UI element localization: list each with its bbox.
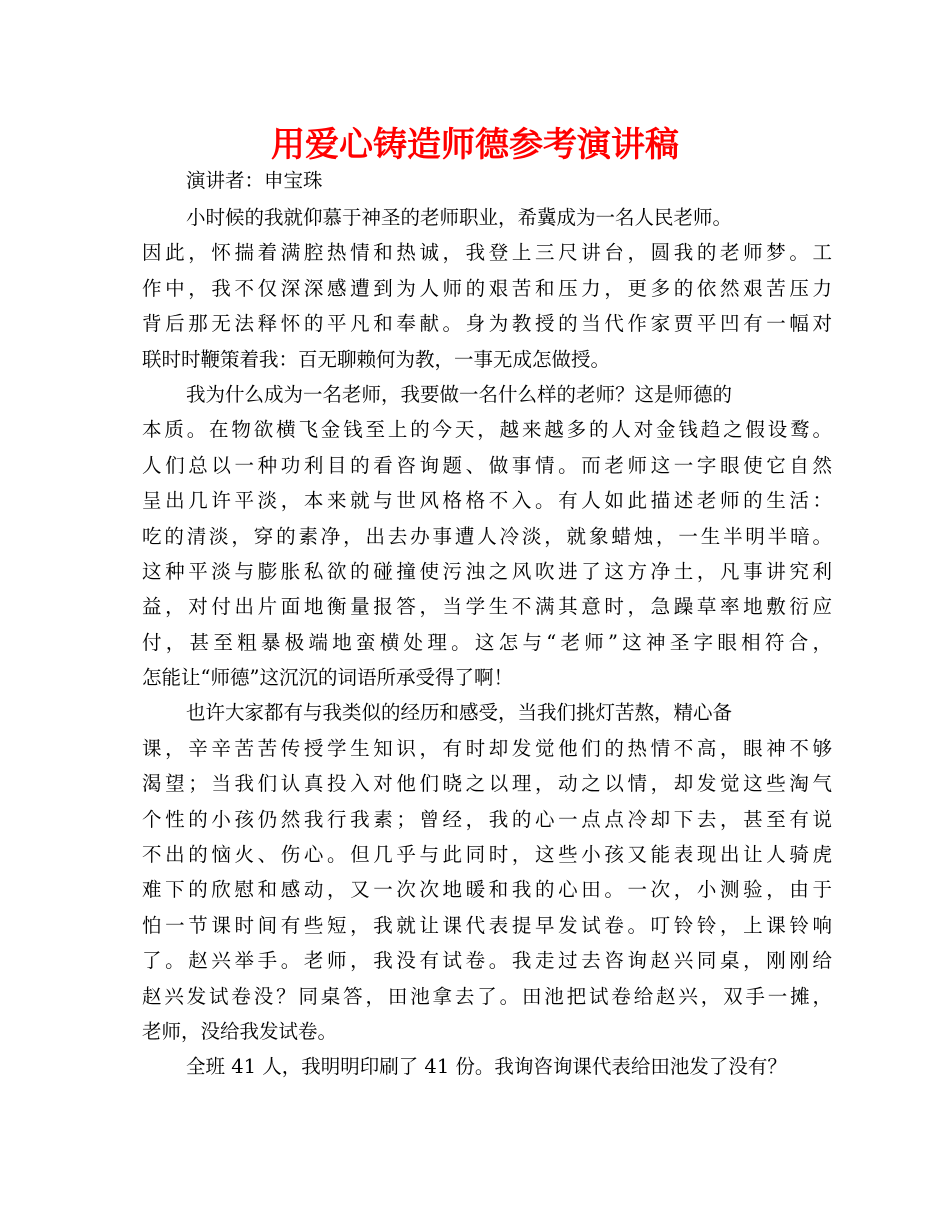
text-line: 了。赵兴举手。老师，我没有试卷。我走过去咨询赵兴同桌，刚刚给 [142, 949, 832, 973]
document-body [142, 200, 832, 1085]
text-line: 课，辛辛苦苦传授学生知识，有时却发觉他们的热情不高，眼神不够 [142, 736, 832, 760]
paragraph [142, 377, 832, 696]
text-line: 也许大家都有与我类似的经历和感受，当我们挑灯苦熬，精心备 [186, 701, 733, 725]
document-title: 用爱心铸造师德参考演讲稿 [271, 125, 679, 165]
text-line: 呈出几许平淡，本来就与世风格格不入。有人如此描述老师的生活： [142, 489, 832, 513]
text-line: 因此，怀揣着满腔热情和热诚，我登上三尺讲台，圆我的老师梦。工 [142, 241, 832, 265]
text-line: 益，对付出片面地衡量报答，当学生不满其意时，急躁草率地敷衍应 [142, 595, 832, 619]
text-line: 难下的欣慰和感动，又一次次地暖和我的心田。一次，小测验，由于 [142, 878, 832, 902]
text-line: 人们总以一种功利目的看咨询题、做事情。而老师这一字眼使它自然 [142, 453, 832, 477]
text-line: 联时时鞭策着我：百无聊赖何为教，一事无成怎做授。 [142, 347, 611, 371]
text-line: 老师，没给我发试卷。 [142, 1019, 338, 1043]
text-line: 怎能让“师德”这沉沉的词语所承受得了啊！ [142, 666, 513, 690]
text-line: 不出的恼火、伤心。但几乎与此同时，这些小孩又能表现出让人骑虎 [142, 843, 832, 867]
text-line: 渴望；当我们认真投入对他们晓之以理，动之以情，却发觉这些淘气 [142, 772, 832, 796]
text-line: 个性的小孩仍然我行我素；曾经，我的心一点点冷却下去，甚至有说 [142, 807, 832, 831]
paragraph [142, 200, 832, 377]
text-line: 本质。在物欲横飞金钱至上的今天，越来越多的人对金钱趋之假设鹜。 [142, 418, 832, 442]
text-line: 小时候的我就仰慕于神圣的老师职业，希冀成为一名人民老师。 [186, 206, 733, 229]
paragraph [142, 1049, 832, 1084]
text-line: 吃的清淡，穿的素净，出去办事遭人冷淡，就象蜡烛，一生半明半暗。 [142, 524, 832, 548]
text-line: 赵兴发试卷没？同桌答，田池拿去了。田池把试卷给赵兴，双手一摊， [142, 984, 832, 1008]
text-line: 作中，我不仅深深感遭到为人师的艰苦和压力，更多的依然艰苦压力 [142, 276, 832, 300]
speaker-line: 演讲者：申宝珠 [186, 169, 323, 192]
text-line: 付，甚至粗暴极端地蛮横处理。这怎与“老师”这神圣字眼相符合， [142, 630, 832, 654]
paragraph [142, 695, 832, 1049]
text-line: 全班 41 人，我明明印刷了 41 份。我询咨询课代表给田池发了没有？ [186, 1055, 787, 1079]
text-line: 我为什么成为一名老师，我要做一名什么样的老师？这是师德的 [186, 382, 733, 406]
text-line: 这种平淡与膨胀私欲的碰撞使污浊之风吹进了这方净土，凡事讲究利 [142, 559, 832, 583]
text-line: 怕一节课时间有些短，我就让课代表提早发试卷。叮铃铃，上课铃响 [142, 913, 832, 937]
text-line: 背后那无法释怀的平凡和奉献。身为教授的当代作家贾平凹有一幅对 [142, 312, 832, 336]
